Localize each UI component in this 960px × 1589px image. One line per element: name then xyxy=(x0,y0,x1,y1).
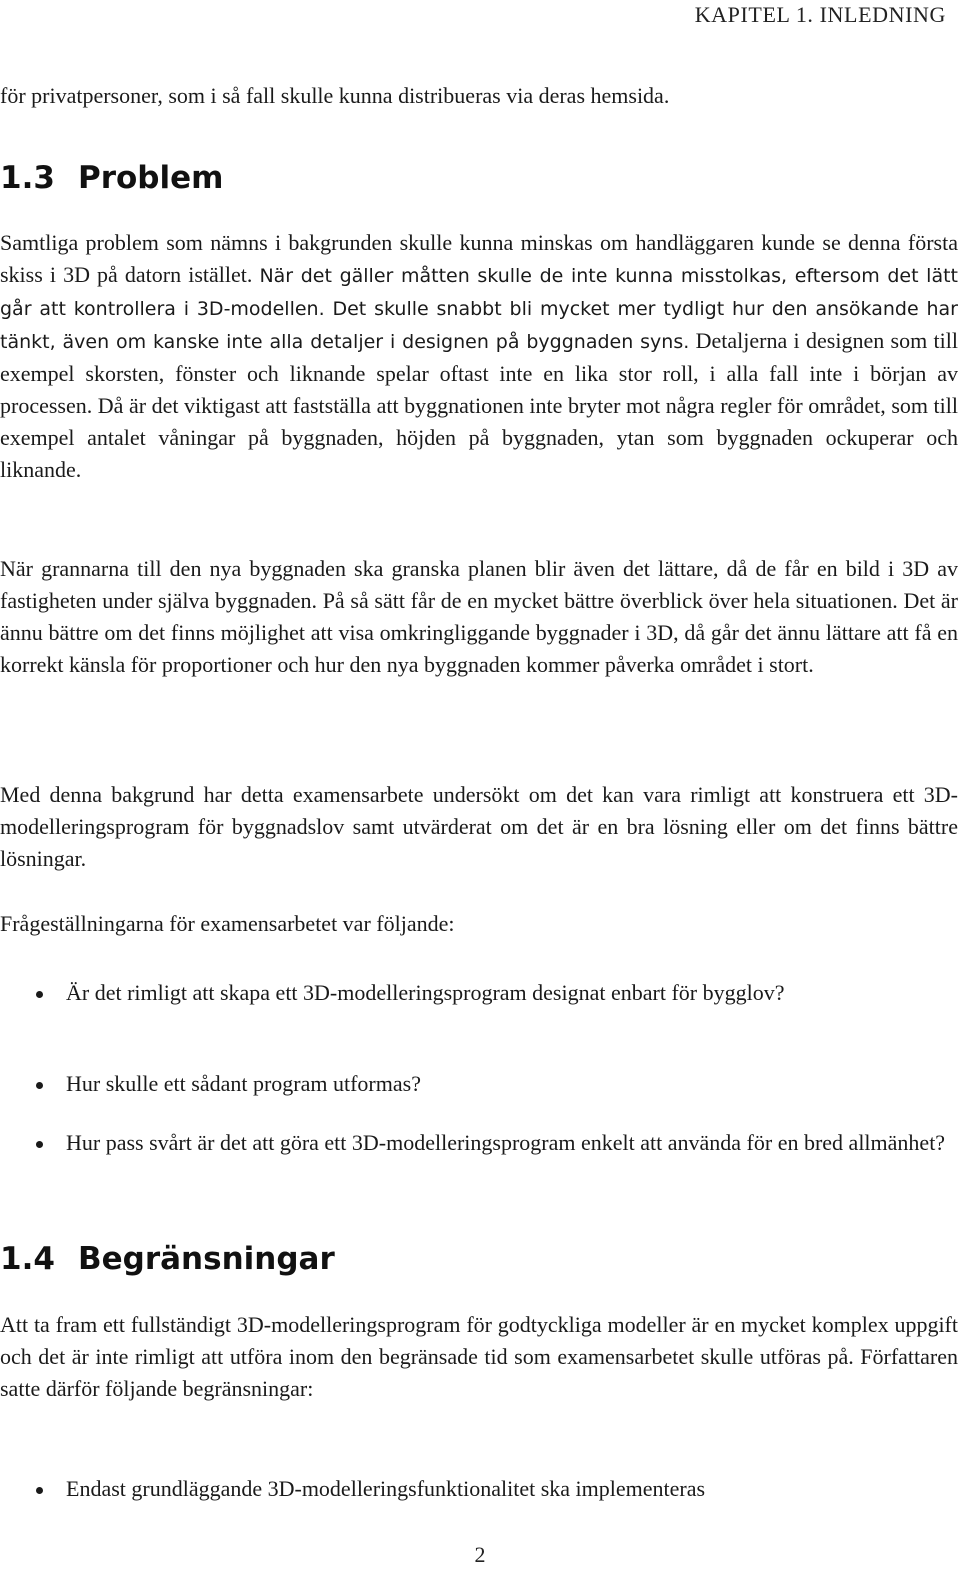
paragraph-text-sans: När det gäller måtten skulle de inte kunna misstolkas, eftersom det lätt går att kontrollera i 3D-modellen. Det skulle snabbt bli mycket mer tydligt hur den ansökande har tänkt, även om kanske inte alla detaljer i designen på byggnaden syns. xyxy=(0,265,959,353)
paragraph-text-serif: Samtliga problem som nämns i bakgrunden skulle kunna minskas om handläggaren kunde se denna första skiss i 3D på datorn istället. xyxy=(0,230,958,287)
list-item: Är det rimligt att skapa ett 3D-modelleringsprogram designat enbart för bygglov? xyxy=(0,977,958,1009)
bullet-icon xyxy=(36,1141,43,1148)
paragraph-problem-2: När grannarna till den nya byggnaden ska granska planen blir även det lättare, då de får en bild i 3D av fastigheten under själva byggnaden. På så sätt får de en mycket bättre överblick över hela situationen. Det är ännu bättre om det finns möjlighet att visa omkringliggande byggnader i 3D, då går det ännu lättare att få en korrekt känsla för proportioner och hur den nya byggnaden kommer påverka området i stort. xyxy=(0,556,958,677)
bullet-icon xyxy=(36,1487,43,1494)
bullet-icon xyxy=(36,1082,43,1089)
section-title: Begränsningar xyxy=(78,1241,335,1277)
paragraph-problem-1 xyxy=(0,227,958,486)
paragraph-problem-4: Frågeställningarna för examensarbetet var följande: xyxy=(0,911,455,936)
list-item: Hur pass svårt är det att göra ett 3D-modelleringsprogram enkelt att använda för en bred allmänhet? xyxy=(0,1127,958,1159)
page-number: 2 xyxy=(474,1542,486,1567)
section-heading-limits xyxy=(0,1241,335,1277)
section-number: 1.3 xyxy=(0,160,55,196)
section-heading-problem xyxy=(0,160,223,196)
list-item: Endast grundläggande 3D-modelleringsfunktionalitet ska implementeras xyxy=(0,1473,958,1505)
section-number: 1.4 xyxy=(0,1241,55,1277)
list-item: Hur skulle ett sådant program utformas? xyxy=(0,1068,958,1100)
running-header: KAPITEL 1. INLEDNING xyxy=(694,2,946,27)
paragraph-limits-1: Att ta fram ett fullständigt 3D-modelleringsprogram för godtyckliga modeller är en mycket komplex uppgift och det är inte rimligt att utföra inom den begränsade tid som examensarbetet skulle utföras på. Författaren satte därför följande begränsningar: xyxy=(0,1312,958,1401)
paragraph-text-serif: Detaljerna i designen som till exempel skorsten, fönster och liknande spelar oftast inte en lika stor roll, i alla fall inte i början av processen. Då är det viktigast att fastställa att byggnationen inte bryter mot några regler för området, som till exempel antalet våningar på byggnaden, höjden på byggnaden, ytan som byggnaden ockuperar och liknande. xyxy=(0,328,959,482)
bullet-icon xyxy=(36,991,43,998)
section-title: Problem xyxy=(78,160,224,196)
paragraph-problem-3: Med denna bakgrund har detta examensarbete undersökt om det kan vara rimligt att konstruera ett 3D-modelleringsprogram för byggnadslov samt utvärderat om det är en bra lösning eller om det finns bättre lösningar. xyxy=(0,782,958,871)
intro-line: för privatpersoner, som i så fall skulle kunna distribueras via deras hemsida. xyxy=(0,83,670,108)
